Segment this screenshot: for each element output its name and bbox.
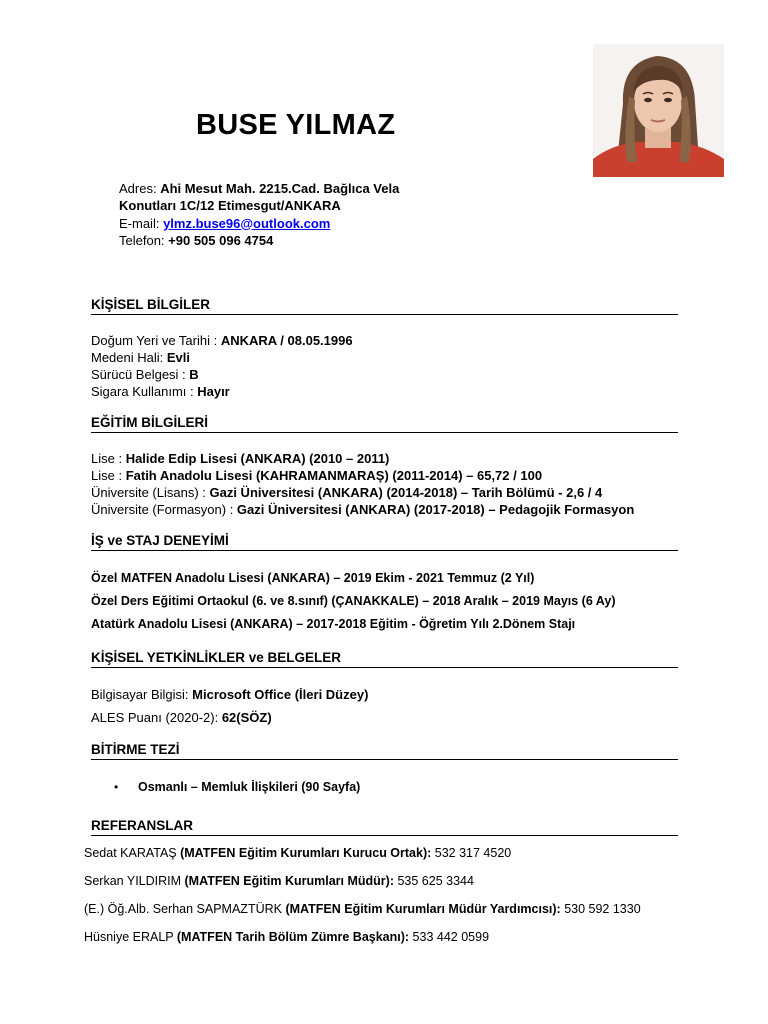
contact-block xyxy=(119,180,399,249)
section-title-education: EĞİTİM BİLGİLERİ xyxy=(91,415,678,433)
license-info: Sürücü Belgesi : B xyxy=(91,367,199,382)
experience-item: Atatürk Anadolu Lisesi (ANKARA) – 2017-2018 Eğitim - Öğretim Yılı 2.Dönem Stajı xyxy=(91,617,576,631)
address-line-1: Adres: Ahi Mesut Mah. 2215.Cad. Bağlıca Vela xyxy=(119,181,400,196)
birth-info: Doğum Yeri ve Tarihi : ANKARA / 08.05.1996 xyxy=(91,333,353,348)
address-line-2: Konutları 1C/12 Etimesgut/ANKARA xyxy=(119,198,341,214)
bullet-icon: • xyxy=(114,780,119,794)
email-link[interactable]: ylmz.buse96@outlook.com xyxy=(163,215,331,231)
education-item: Üniversite (Lisans) : Gazi Üniversitesi (ANKARA) (2014-2018) – Tarih Bölümü - 2,6 / 4 xyxy=(91,485,603,500)
section-title-skills: KİŞİSEL YETKİNLİKLER ve BELGELER xyxy=(91,650,678,668)
reference-item: Hüsniye ERALP (MATFEN Tarih Bölüm Zümre Başkanı): 533 442 0599 xyxy=(84,930,490,944)
section-title-references: REFERANSLAR xyxy=(91,818,678,836)
reference-item: Serkan YILDIRIM (MATFEN Eğitim Kurumları Müdür): 535 625 3344 xyxy=(84,874,474,888)
education-item: Lise : Halide Edip Lisesi (ANKARA) (2010 – 2011) xyxy=(91,451,390,466)
experience-item: Özel MATFEN Anadolu Lisesi (ANKARA) – 2019 Ekim - 2021 Temmuz (2 Yıl) xyxy=(91,571,535,585)
smoking-info: Sigara Kullanımı : Hayır xyxy=(91,384,230,399)
experience-item: Özel Ders Eğitimi Ortaokul (6. ve 8.sınıf) (ÇANAKKALE) – 2018 Aralık – 2019 Mayıs (6 Ay) xyxy=(91,594,616,608)
ales-score: ALES Puanı (2020-2): 62(SÖZ) xyxy=(91,710,272,725)
section-title-thesis: BİTİRME TEZİ xyxy=(91,742,678,760)
section-title-experience: İŞ ve STAJ DENEYİMİ xyxy=(91,533,678,551)
marital-info: Medeni Hali: Evli xyxy=(91,350,190,365)
cv-name: BUSE YILMAZ xyxy=(196,109,396,141)
thesis-item: Osmanlı – Memluk İlişkileri (90 Sayfa) xyxy=(138,780,361,794)
portrait-image xyxy=(593,44,724,177)
email-line: E-mail: ylmz.buse96@outlook.com xyxy=(119,215,331,231)
reference-item: (E.) Öğ.Alb. Serhan SAPMAZTÜRK (MATFEN Eğitim Kurumları Müdür Yardımcısı): 530 592 1330 xyxy=(84,902,641,916)
section-title-personal: KİŞİSEL BİLGİLER xyxy=(91,297,678,315)
education-item: Üniversite (Formasyon) : Gazi Üniversitesi (ANKARA) (2017-2018) – Pedagojik Formasyon xyxy=(91,502,635,517)
phone-line: Telefon: +90 505 096 4754 xyxy=(119,232,274,248)
education-item: Lise : Fatih Anadolu Lisesi (KAHRAMANMARAŞ) (2011-2014) – 65,72 / 100 xyxy=(91,468,543,483)
reference-item: Sedat KARATAŞ (MATFEN Eğitim Kurumları Kurucu Ortak): 532 317 4520 xyxy=(84,846,512,860)
computer-skill: Bilgisayar Bilgisi: Microsoft Office (İleri Düzey) xyxy=(91,687,369,702)
profile-photo xyxy=(593,44,724,177)
